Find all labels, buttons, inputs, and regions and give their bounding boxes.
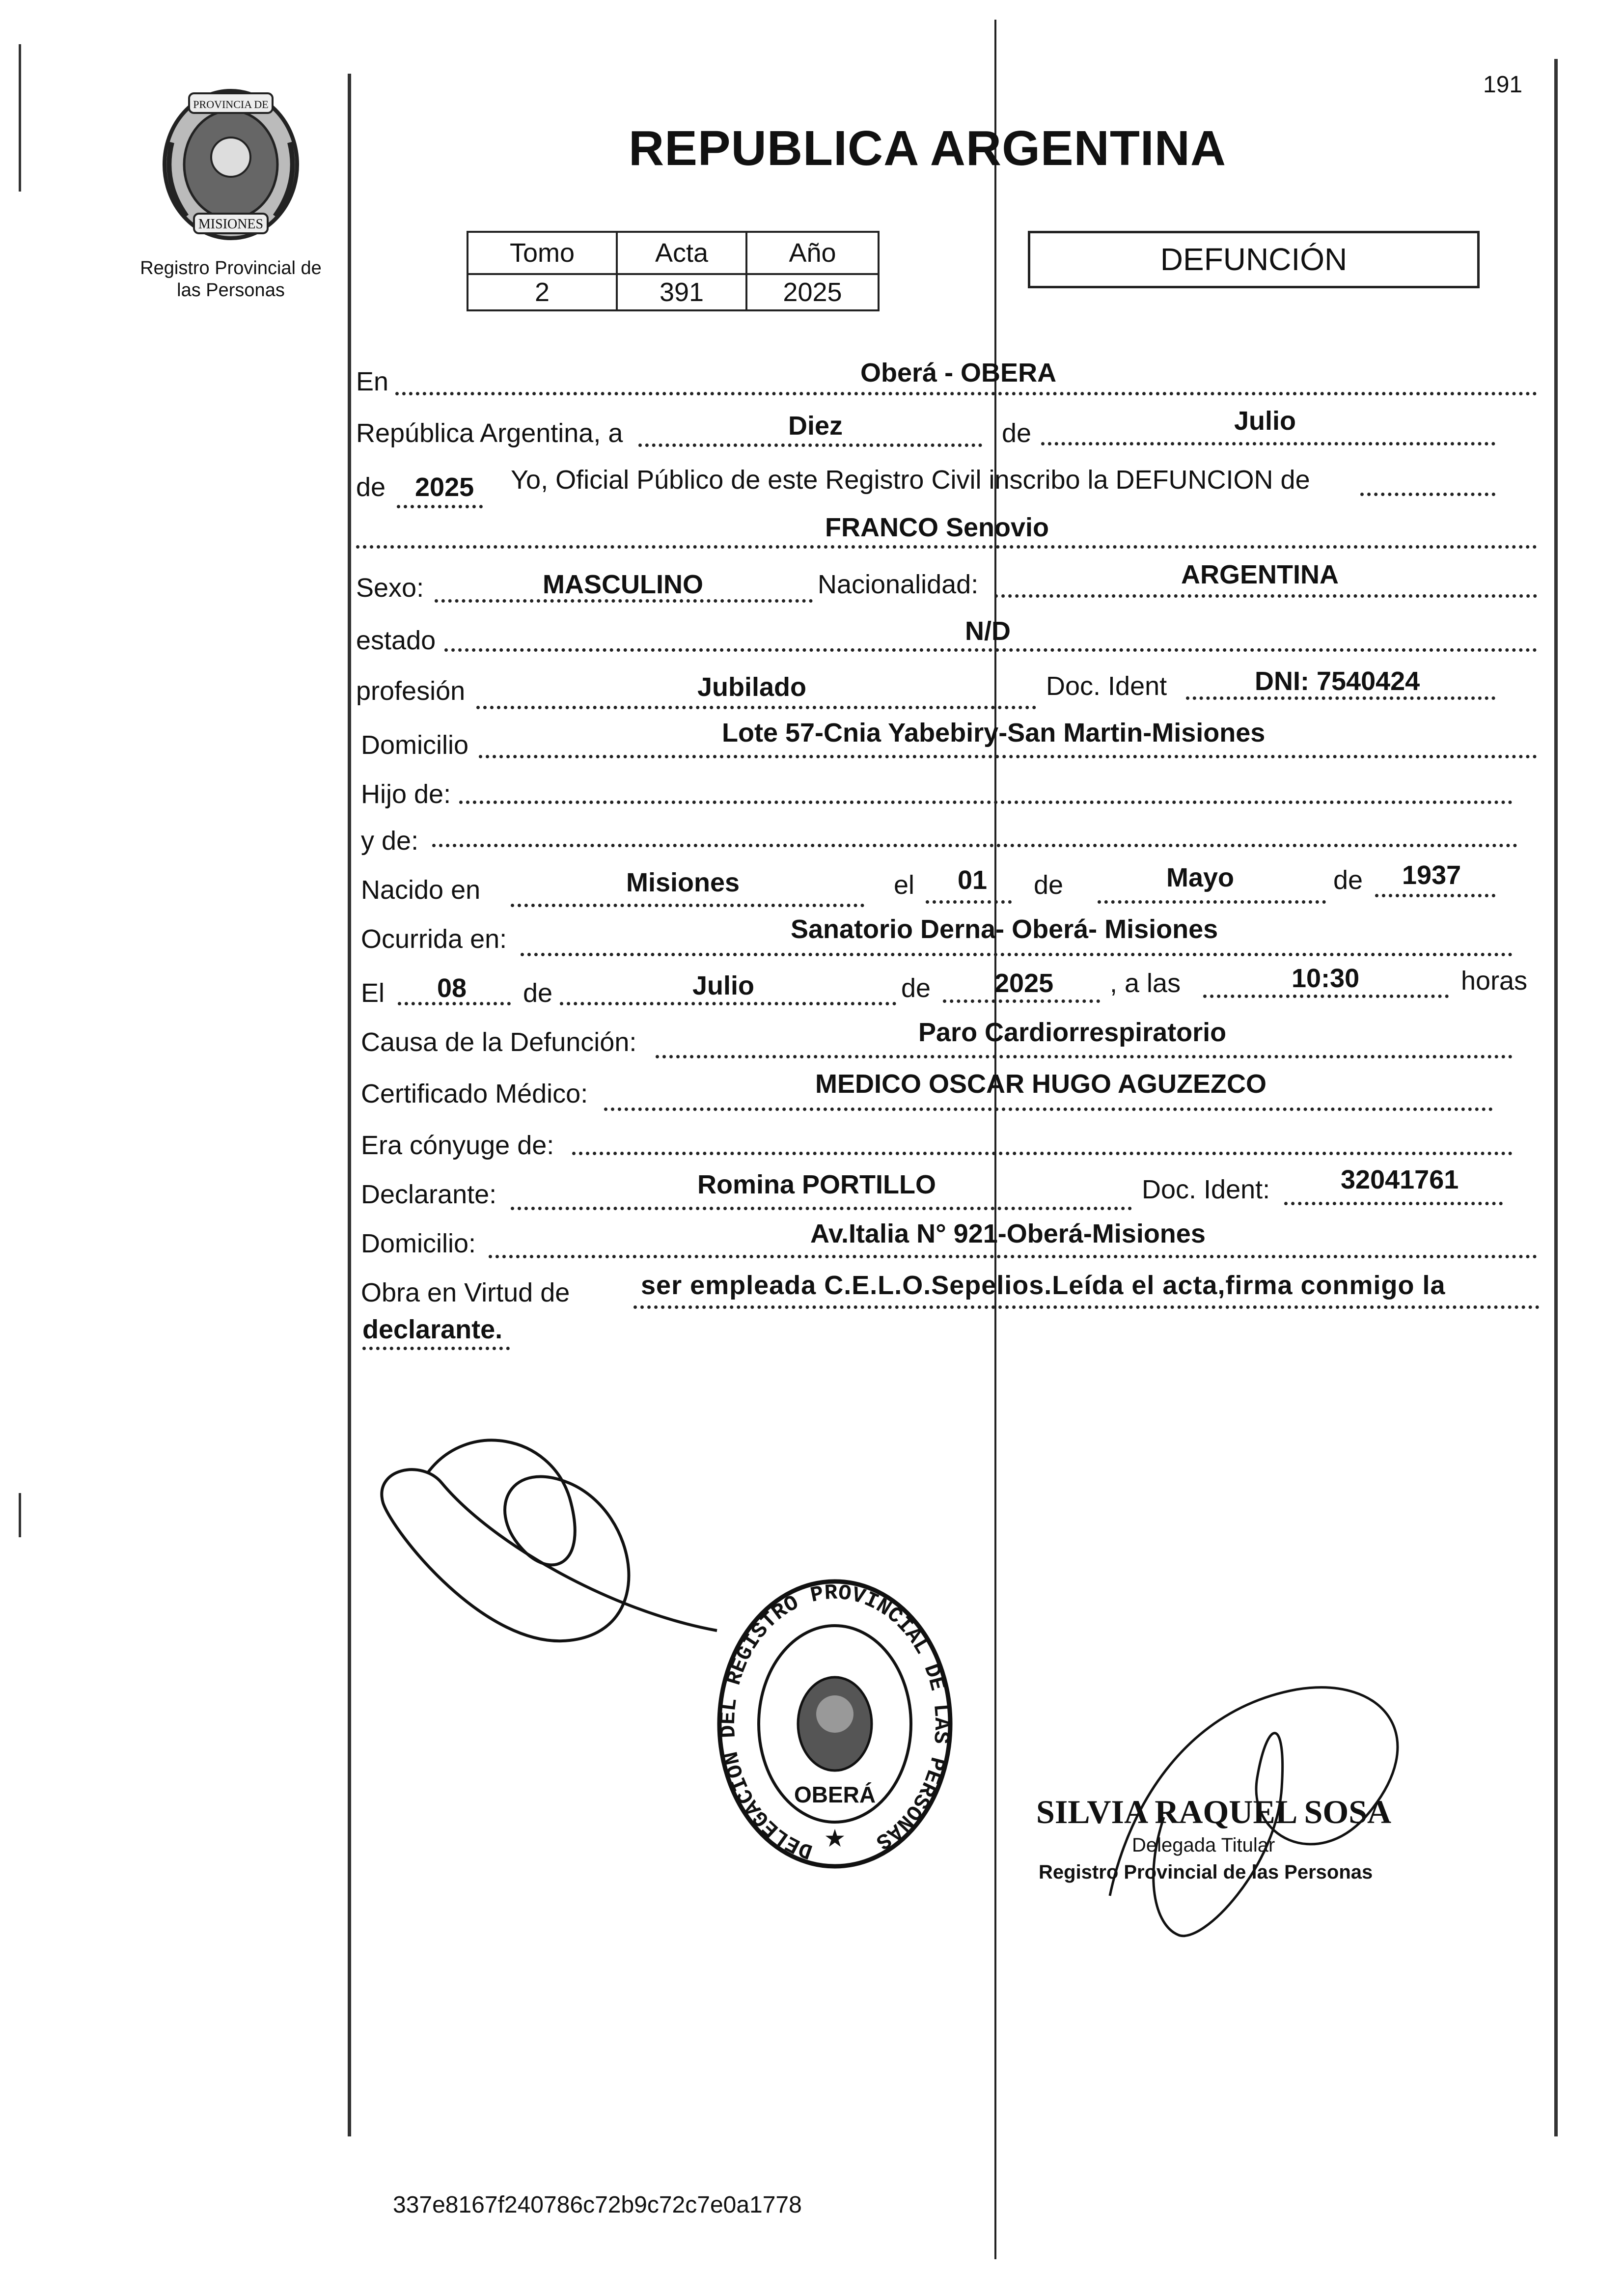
register-value-tomo: 2 — [468, 274, 617, 310]
value-nacionalidad: ARGENTINA — [1181, 560, 1339, 589]
official-title: Delegada Titular — [1132, 1834, 1275, 1856]
dotline — [432, 844, 1517, 847]
dotline — [511, 1207, 1132, 1210]
value-declarante: Romina PORTILLO — [697, 1170, 936, 1199]
dotline — [435, 599, 813, 603]
value-lugar: Oberá - OBERA — [860, 358, 1057, 388]
dotline — [1186, 696, 1495, 700]
dotline — [489, 1255, 1537, 1258]
dotline — [459, 801, 1513, 804]
register-value-acta: 391 — [617, 274, 746, 310]
label-hijo-de: Hijo de: — [361, 779, 451, 809]
label-causa: Causa de la Defunción: — [361, 1027, 637, 1057]
label-sexo: Sexo: — [356, 573, 424, 603]
right-margin-border — [1554, 59, 1558, 2136]
value-profesion: Jubilado — [697, 672, 807, 702]
emblem-text-top: PROVINCIA DE — [193, 98, 269, 111]
scan-edge-mark — [19, 1493, 21, 1537]
label-domicilio-declarante: Domicilio: — [361, 1229, 476, 1258]
label-nacionalidad: Nacionalidad: — [818, 570, 979, 599]
dotline — [1098, 900, 1326, 904]
dotline — [1284, 1202, 1503, 1205]
label-de: de — [901, 973, 931, 1003]
agency-name-line1: Registro Provincial de — [140, 258, 322, 278]
dotline — [356, 545, 1537, 549]
label-domicilio: Domicilio — [361, 730, 469, 760]
value-mes-registro: Julio — [1234, 406, 1296, 436]
dotline — [572, 1152, 1513, 1155]
label-en: En — [356, 367, 389, 396]
emblem-text-bottom: MISIONES — [198, 217, 264, 232]
label-estado: estado — [356, 626, 436, 655]
dotline — [994, 594, 1537, 598]
stamp-city: OBERÁ — [794, 1782, 876, 1807]
value-obra-line2: declarante. — [362, 1315, 503, 1344]
label-nacido-en: Nacido en — [361, 875, 481, 905]
dotline — [1203, 995, 1449, 998]
dotline — [1360, 493, 1495, 496]
dotline — [511, 904, 864, 907]
document-hash: 337e8167f240786c72b9c72c7e0a1778 — [393, 2192, 802, 2218]
label-de: de — [1002, 418, 1032, 448]
dotline — [560, 1002, 896, 1005]
dotline — [521, 953, 1513, 956]
official-name: SILVIA RAQUEL SOSA — [1036, 1793, 1392, 1830]
dotline — [638, 443, 982, 447]
register-header-tomo: Tomo — [468, 232, 617, 274]
value-nombre: FRANCO Senovio — [825, 513, 1049, 542]
dotline — [926, 900, 1012, 904]
dotline — [604, 1108, 1493, 1111]
left-margin-border — [348, 74, 351, 2136]
registry-stamp — [712, 1572, 958, 1876]
value-declarante-domicilio: Av.Italia N° 921-Oberá-Misiones — [810, 1219, 1206, 1248]
label-horas: horas — [1461, 966, 1528, 996]
register-value-anio: 2025 — [746, 274, 879, 310]
value-domicilio: Lote 57-Cnia Yabebiry-San Martin-Misiones — [722, 718, 1266, 748]
value-declarante-doc: 32041761 — [1341, 1165, 1459, 1194]
value-estado: N/D — [965, 616, 1011, 646]
dotline — [633, 1305, 1540, 1309]
star-icon: ★ — [824, 1825, 846, 1852]
register-header-anio: Año — [746, 232, 879, 274]
value-sexo: MASCULINO — [543, 570, 703, 599]
dotline — [943, 999, 1100, 1003]
record-type-box — [1028, 231, 1480, 288]
value-nacido-en: Misiones — [626, 868, 740, 897]
label-de: de — [1333, 865, 1363, 895]
official-office: Registro Provincial de las Personas — [1039, 1861, 1373, 1883]
value-ocurrida-en: Sanatorio Derna- Oberá- Misiones — [791, 914, 1218, 944]
value-nacimiento-mes: Mayo — [1166, 863, 1235, 892]
label-de: de — [356, 472, 386, 502]
dotline — [476, 706, 1036, 709]
dotline — [397, 505, 483, 508]
label-profesion: profesión — [356, 676, 466, 706]
center-fold-line — [994, 20, 996, 2259]
register-table — [467, 231, 880, 311]
value-certificado: MEDICO OSCAR HUGO AGUZEZCO — [815, 1069, 1267, 1099]
scan-edge-mark — [19, 44, 21, 192]
value-obra-line1: ser empleada C.E.L.O.Sepelios.Leída el acta,firma conmigo la — [641, 1271, 1446, 1300]
label-certificado: Certificado Médico: — [361, 1079, 588, 1108]
label-doc-ident: Doc. Ident — [1046, 671, 1167, 701]
agency-name-line2: las Personas — [177, 280, 285, 301]
province-emblem — [152, 83, 309, 246]
label-declarante: Declarante: — [361, 1180, 497, 1209]
label-ocurrida-en: Ocurrida en: — [361, 924, 507, 954]
label-conyuge: Era cónyuge de: — [361, 1131, 554, 1160]
label-el: el — [894, 870, 915, 900]
stamp-ring-text: DELEGACION DEL REGISTRO PROVINCIAL DE LAS PERSONAS — [716, 1580, 954, 1863]
register-header-acta: Acta — [617, 232, 746, 274]
label-y-de: y de: — [361, 826, 419, 856]
dotline — [362, 1347, 510, 1350]
dotline — [1375, 894, 1495, 897]
page-number: 191 — [1483, 72, 1523, 98]
value-documento: DNI: 7540424 — [1255, 666, 1420, 696]
value-causa: Paro Cardiorrespiratorio — [918, 1018, 1227, 1047]
label-doc-ident-declarante: Doc. Ident: — [1142, 1175, 1270, 1204]
label-yo-oficial: Yo, Oficial Público de este Registro Civil inscribo la DEFUNCION de — [511, 465, 1310, 495]
dotline — [479, 755, 1537, 758]
value-dia-registro: Diez — [788, 411, 843, 441]
record-type: DEFUNCIÓN — [1160, 242, 1348, 277]
value-fallecimiento-mes: Julio — [692, 971, 755, 1000]
label-de: de — [1034, 870, 1064, 900]
dotline — [656, 1055, 1513, 1058]
value-hora: 10:30 — [1292, 964, 1360, 993]
page-title: REPUBLICA ARGENTINA — [629, 121, 1227, 176]
label-de: de — [523, 978, 553, 1008]
dotline — [395, 392, 1537, 395]
dotline — [1041, 442, 1495, 445]
label-el-cap: El — [361, 978, 385, 1008]
value-anio-registro: 2025 — [415, 472, 474, 502]
label-a-las: , a las — [1110, 969, 1181, 998]
label-obra-en-virtud: Obra en Virtud de — [361, 1278, 570, 1307]
value-nacimiento-anio: 1937 — [1402, 860, 1461, 890]
value-fallecimiento-dia: 08 — [437, 973, 467, 1003]
dotline — [444, 648, 1537, 652]
value-nacimiento-dia: 01 — [958, 865, 988, 895]
value-fallecimiento-anio: 2025 — [994, 969, 1054, 998]
label-republica-a: República Argentina, a — [356, 418, 623, 448]
